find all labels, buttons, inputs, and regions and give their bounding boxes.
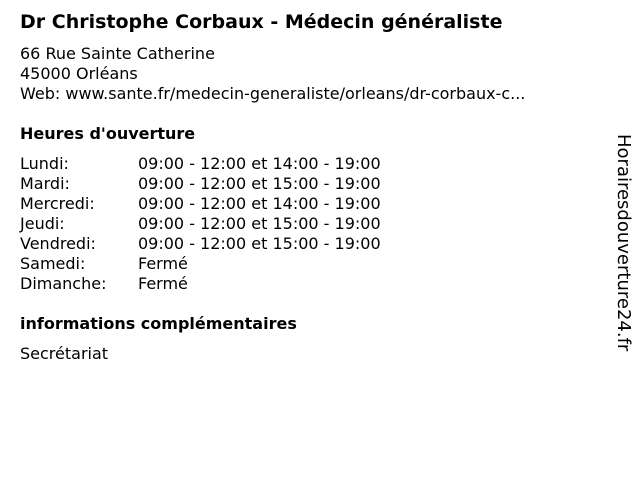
day-label: Samedi: [20, 254, 86, 273]
hours-row-tuesday [20, 174, 381, 194]
address-city: 45000 Orléans [20, 64, 138, 83]
website-link[interactable]: Web: www.sante.fr/medecin-generaliste/orleans/dr-corbaux-c... [20, 84, 526, 103]
hours-value: 09:00 - 12:00 et 15:00 - 19:00 [138, 214, 381, 233]
hours-row-saturday [20, 254, 381, 274]
day-label: Lundi: [20, 154, 69, 173]
brand-watermark: Horairesdouverture24.fr [613, 134, 634, 352]
hours-row-monday [20, 154, 381, 174]
hours-row-friday [20, 234, 381, 254]
hours-row-wednesday [20, 194, 381, 214]
address-block [20, 44, 525, 104]
day-label: Dimanche: [20, 274, 107, 293]
opening-hours-heading: Heures d'ouverture [20, 124, 196, 143]
opening-hours-table [20, 154, 381, 294]
hours-row-sunday [20, 274, 381, 294]
day-label: Vendredi: [20, 234, 96, 253]
hours-row-thursday [20, 214, 381, 234]
day-label: Mardi: [20, 174, 70, 193]
hours-value: Fermé [138, 274, 188, 293]
page-title: Dr Christophe Corbaux - Médecin généraliste [20, 11, 503, 33]
day-label: Mercredi: [20, 194, 95, 213]
hours-value: 09:00 - 12:00 et 15:00 - 19:00 [138, 174, 381, 193]
address-street: 66 Rue Sainte Catherine [20, 44, 215, 63]
hours-value: 09:00 - 12:00 et 14:00 - 19:00 [138, 194, 381, 213]
additional-info-text: Secrétariat [20, 344, 109, 363]
hours-value: 09:00 - 12:00 et 14:00 - 19:00 [138, 154, 381, 173]
hours-value: 09:00 - 12:00 et 15:00 - 19:00 [138, 234, 381, 253]
hours-value: Fermé [138, 254, 188, 273]
day-label: Jeudi: [20, 214, 65, 233]
additional-info-heading: informations complémentaires [20, 314, 297, 333]
